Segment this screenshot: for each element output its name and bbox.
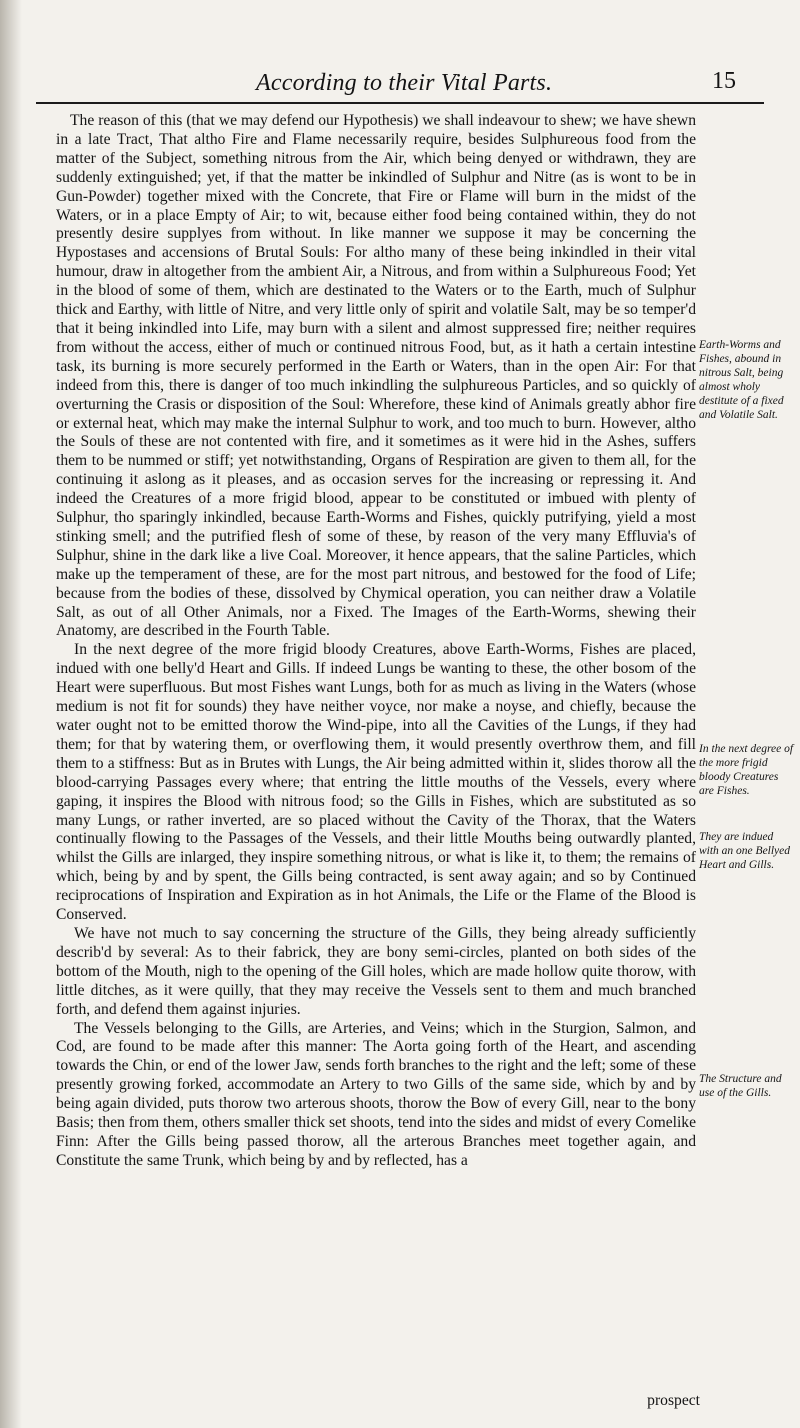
paragraph: The Vessels belonging to the Gills, are Arteries, and Veins; which in the Sturgion, Salmon, and Cod, are found to be made after this manner: The Aorta going forth of the Heart, and ascending towards the Chin, or end of the lower Jaw, sends forth branches to the right and the left; some of these presently growing forked, accommodate an Artery to two Gills of the same side, which by and by being again divided, puts thorow two arterous shoots, thorow the Bow of every Gill, near to the bony Basis; then from them, others smaller thick set shoots, tend into the sides and midst of every Comelike Finn: After the Gills being passed thorow, all the arterous Branches meet together again, and Constitute the same Trunk, which being by and by reflected, has a xyxy=(56,1019,696,1169)
margin-note: The Structure and use of the Gills. xyxy=(699,1073,782,1099)
page-number: 15 xyxy=(712,68,736,94)
margin-note: In the next degree of the more frigid bloody Creatures are Fishes. xyxy=(699,743,794,797)
catchword: prospect xyxy=(647,1392,700,1409)
binding-shadow xyxy=(0,0,22,1428)
paragraph: In the next degree of the more frigid bloody Creatures, above Earth-Worms, Fishes are placed, indued with one belly'd Heart and Gills. If indeed Lungs be wanting to these, the other bosom of the Heart were superfluous. But most Fishes want Lungs, both for as much as living in the Waters (whose medium is not fit for sounds) they have neither voyce, nor make a noyse, and chiefly, because the water ought not to be emitted thorow the Wind-pipe, into all the Cavities of the Lungs, if they had them; for that by watering them, or overflowing them, it would presently overthrow them, and fill them to a stiffness: But as in Brutes with Lungs, the Air being admitted within it, slides thorow all the blood-carrying Passages every where; that entring the little mouths of the Vessels, every where gaping, it inspires the Blood with nitrous food; so the Gills in Fishes, which are substituted as so many Lungs, or rather inverted, are so placed without the Cavity of the Thorax, that the Waters continually flowing to the Passages of the Vessels, and their little Mouths being outwardly planted, whilst the Gills are inlarged, they inspire something nitrous, or what is like it, to them; the remains of which, being by and by spent, the Gills being contracted, is sent away again; and so by Continued reciprocations of Inspiration and Expiration as in hot Animals, the Life or the Flame of the Blood is Conserved. xyxy=(56,641,696,924)
main-text xyxy=(56,112,696,1171)
margin-note: They are indued with an one Bellyed Heart and Gills. xyxy=(699,831,791,871)
paragraph: We have not much to say concerning the structure of the Gills, they being already sufficiently describ'd by several: As to their fabrick, they are bony semi-circles, planted on both sides of the bottom of the Mouth, nigh to the opening of the Gill holes, which are made hollow quite thorow, with little ditches, as it were quilly, that they may receive the Vessels sent to them and much branched forth, and defend them against injuries. xyxy=(56,924,696,1018)
page-header xyxy=(36,60,766,102)
running-title: According to their Vital Parts. xyxy=(256,70,553,96)
margin-note: Earth-Worms and Fishes, abound in nitrous Salt, being almost wholy destitute of a fixed and Volatile Salt. xyxy=(699,339,784,421)
paragraph: The reason of this (that we may defend our Hypothesis) we shall indeavour to shew; we have shewn in a late Tract, That altho Fire and Flame necessarily require, besides Sulphureous food from the matter of the Subject, something nitrous from the Air, which being denyed or withdrawn, they are suddenly extinguished; yet, if that the matter be inkindled of Sulphur and Nitre (as is wont to be in Gun-Powder) together mixed with the Concrete, that Fire or Flame will burn in the midst of the Waters, or in a place Empty of Air; to wit, because either food being contained within, they do not presently desire supplyes from without. In like manner we suppose it may be concerning the Hypostases and accensions of Brutal Souls: For altho many of these being inkindled in their vital humour, draw in altogether from the ambient Air, a Nitrous, and from within a Sulphureous Food; Yet in the blood of some of them, which are destinated to the Waters or to the Earth, much of Sulphur thick and Earthy, with little of Nitre, and very little only of spirit and volatile Salt, may be so temper'd that it being inkindled into Life, may burn with a silent and almost suppressed fire; neither requires from without the access, either of much or continued nitrous Food, but, as it hath a certain intestine task, its burning is more securely performed in the Earth or Waters, than in the open Air: For that indeed from this, there is danger of too much inkindling the sulphureous Particles, and so quickly of overturning the Crasis or disposition of the Soul: Wherefore, these kind of Animals greatly abhor fire or external heat, which may make the internal Sulphur to work, and too much to burn. However, altho the Souls of these are not contented with fire, and it sometimes as it were hid in the Ashes, suffers them to be nummed or stiff; yet notwithstanding, Organs of Respiration are given to them all, for the continuing it aslong as it pleases, and as occasion serves for the increasing or repressing it. And indeed the Creatures of a more frigid blood, appear to be constituted or imbued with plenty of Sulphur, tho sparingly inkindled, because Earth-Worms and Fishes, quickly putrifying, yield a most stinking smell; and the putrified flesh of some of these, by reason of the very many Effluvia's of Sulphur, shine in the dark like a live Coal. Moreover, it hence appears, that the saline Particles, which make up the temperament of these, are for the most part nitrous, and bestowed for the food of Life; because from the bodies of these, dissolved by Chymical operation, you can neither draw a Volatile Salt, as out of all Other Animals, nor a Fixed. The Images of the Earth-Worms, shewing their Anatomy, are described in the Fourth Table. xyxy=(56,112,696,640)
header-rule xyxy=(36,102,764,104)
